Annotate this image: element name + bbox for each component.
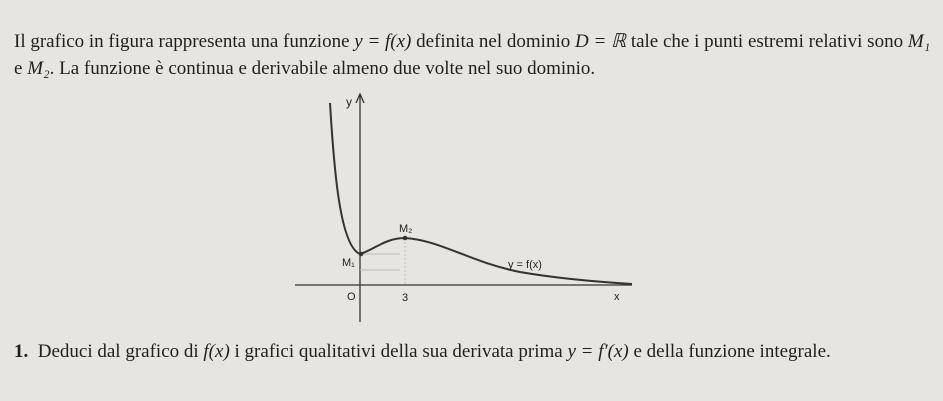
exercise-text-2: i grafici qualitativi della sua derivata prima <box>234 341 563 362</box>
y-axis-label: y <box>346 95 352 109</box>
curve-label: y = f(x) <box>508 259 542 271</box>
exercise-1 <box>14 338 934 365</box>
intro-text-5: . La funzione è continua e derivabile almeno due volte nel suo dominio. <box>49 58 596 79</box>
intro-text-2: definita nel dominio <box>416 31 571 52</box>
intro-text-1: Il grafico in figura rappresenta una funzione <box>14 31 350 52</box>
intro-text-4: e <box>14 58 23 79</box>
tick-label-3: 3 <box>402 292 409 304</box>
domain-expression: D = ℝ <box>574 31 627 52</box>
origin-label: O <box>347 291 356 303</box>
exercise-text-1: Deduci dal grafico di <box>37 341 199 362</box>
intro-text-3: tale che i punti estremi relativi sono <box>630 31 904 52</box>
point-m2-ref: M₂ <box>27 58 50 79</box>
point-m1 <box>359 252 364 257</box>
m1-label: M₁ <box>342 257 355 269</box>
x-axis-label: x <box>614 291 620 303</box>
function-curve <box>330 103 632 284</box>
m2-label: M₂ <box>399 223 413 235</box>
exercise-number: 1. <box>14 341 29 362</box>
fx-expression: f(x) <box>203 341 230 362</box>
point-m2 <box>403 236 408 241</box>
point-m1-ref: M₁ <box>907 31 931 52</box>
derivative-expression: y = f′(x) <box>567 341 629 362</box>
function-expression: y = f(x) <box>354 31 412 52</box>
exercise-text-3: e della funzione integrale. <box>633 341 831 362</box>
